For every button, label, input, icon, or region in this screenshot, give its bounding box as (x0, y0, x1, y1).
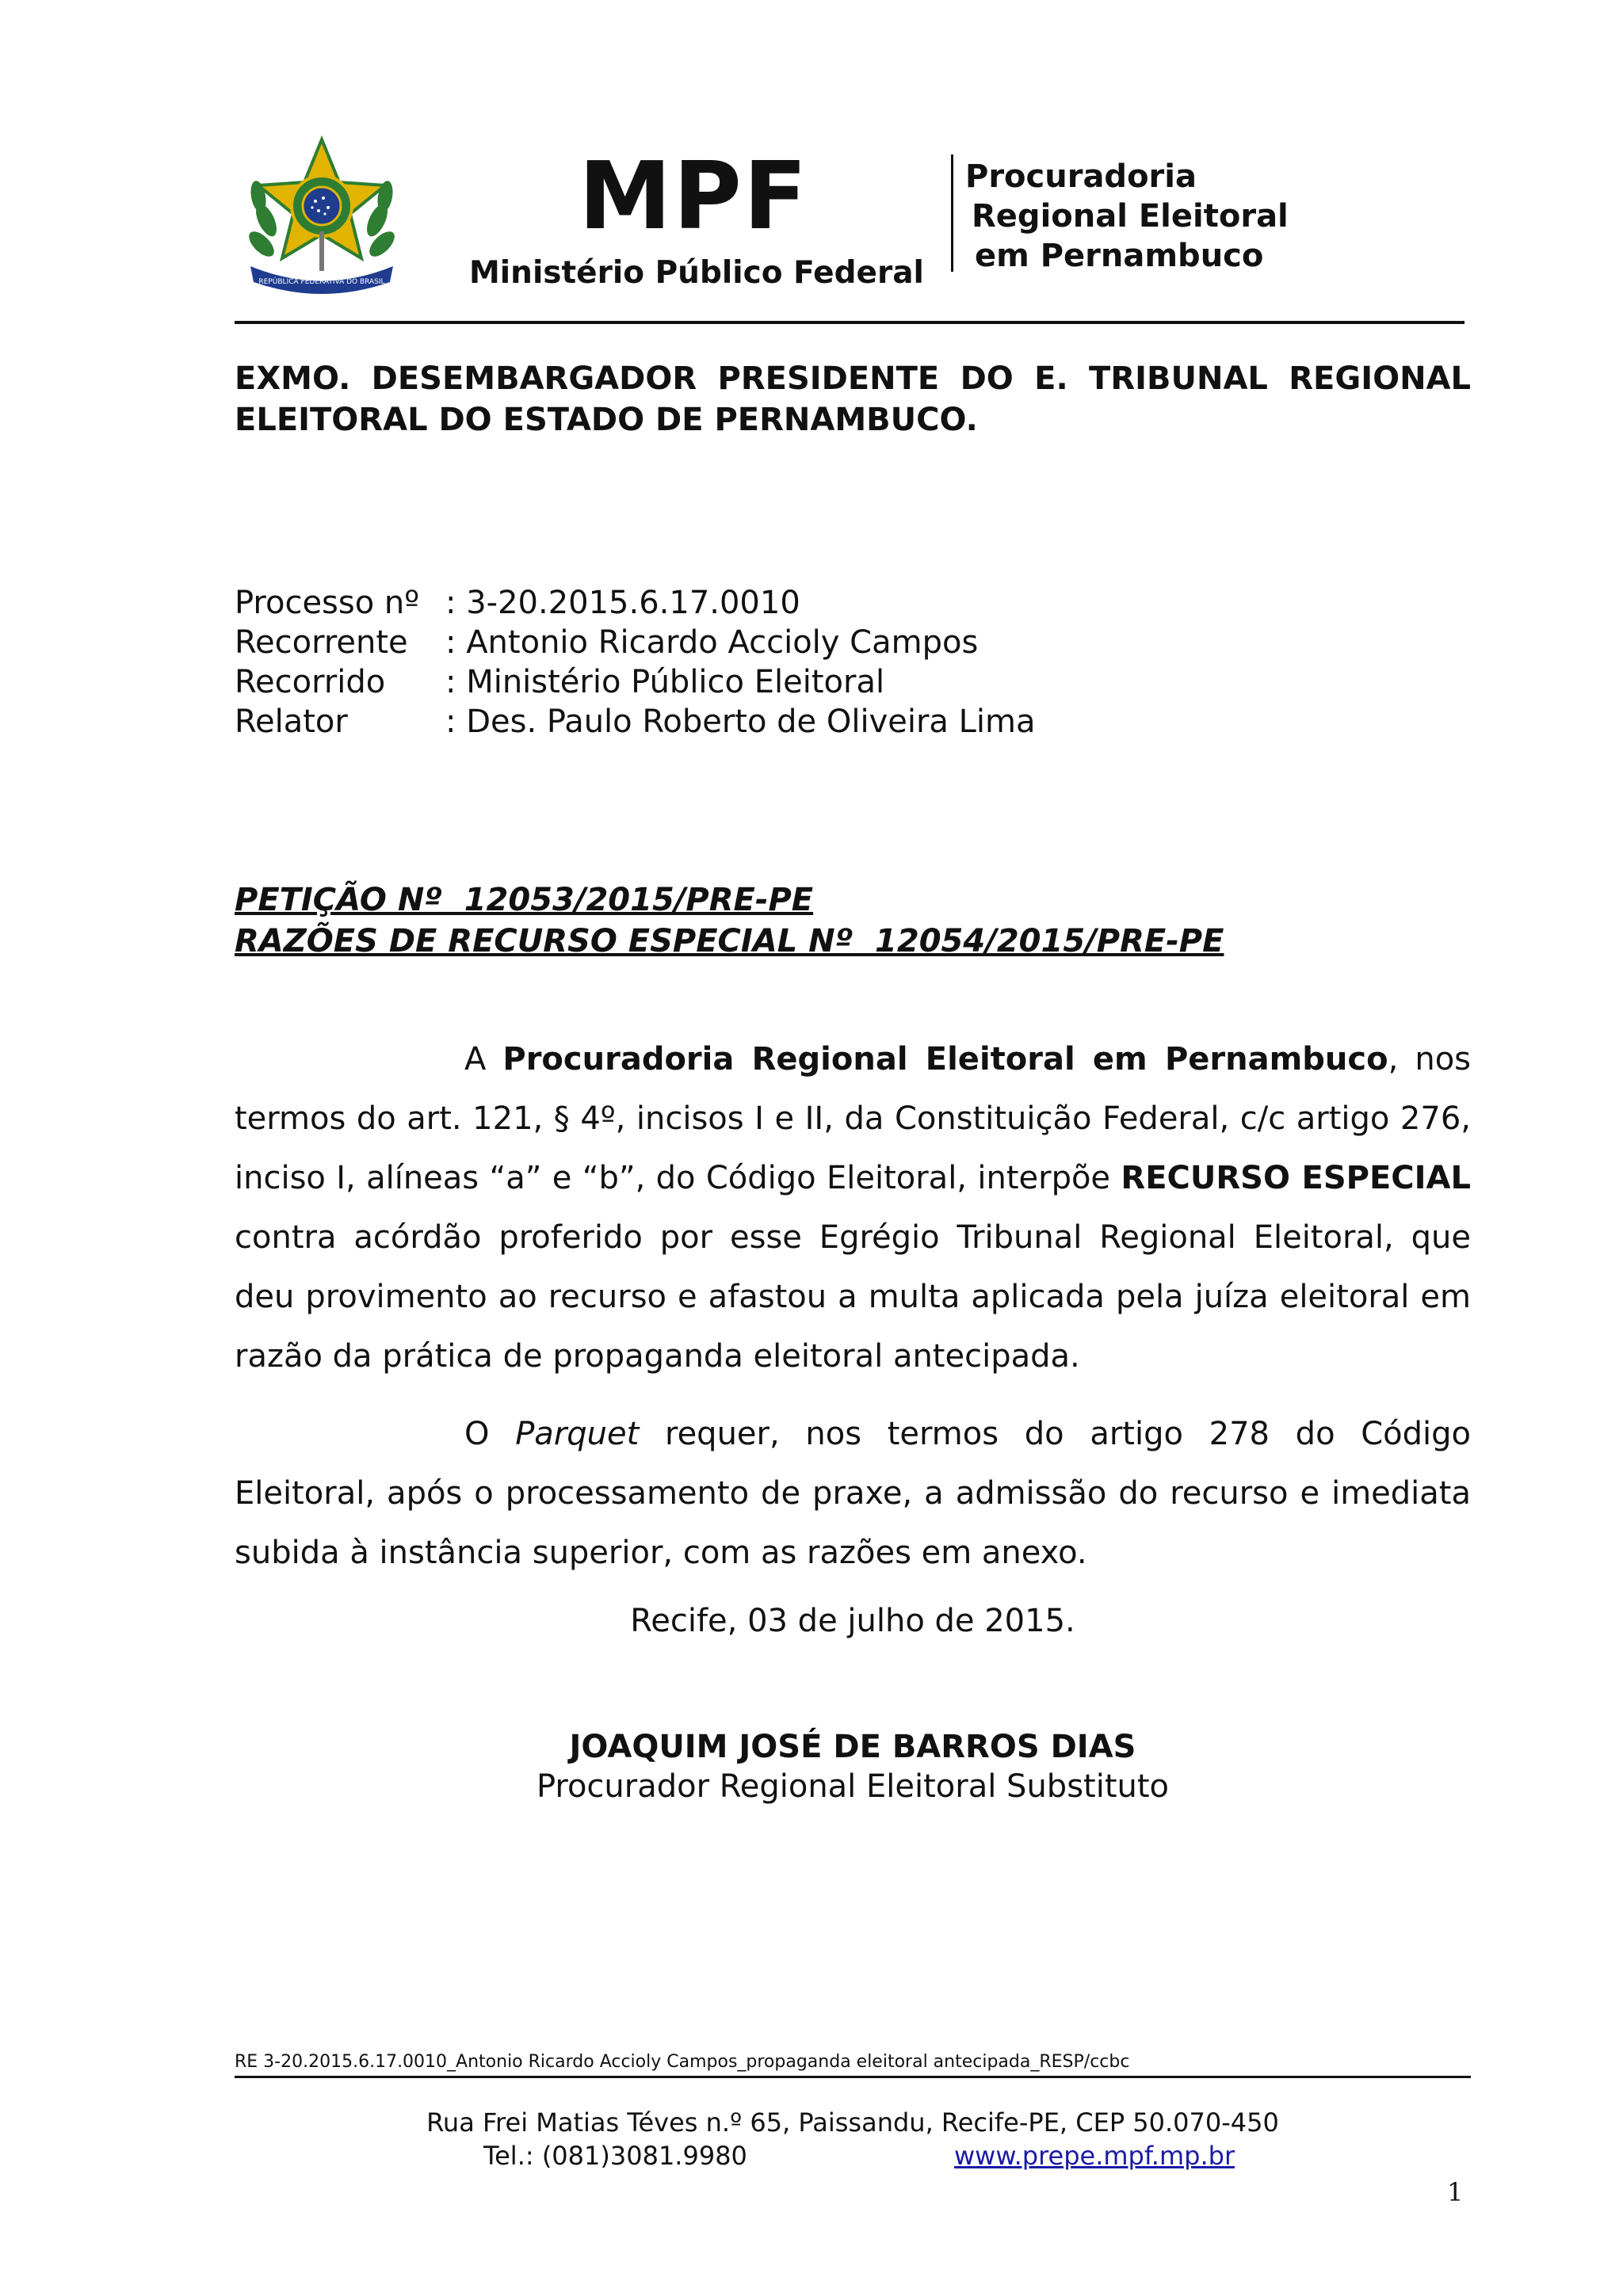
text-run: requer, nos termos do artigo 278 do Código Eleitoral, após o processamento de praxe, a admissão do recurso e imediata subida à instância superior, com as razões em anexo. (235, 1416, 1472, 1571)
date-line: Recife, 03 de julho de 2015. (630, 1603, 1075, 1639)
info-label: Recorrido (235, 664, 386, 700)
header-rule (235, 321, 1465, 324)
info-row (235, 662, 1036, 702)
info-row (235, 583, 1036, 623)
info-label: Recorrente (235, 624, 408, 661)
addressee-word: EXMO. (235, 360, 351, 397)
addressee-word: DESEMBARGADOR (371, 360, 697, 397)
text-run: , nos termos do art. 121, § 4º, incisos I e II, da Constituição Federal, c/c artigo 276, inciso I, alíneas “a” e “b”, do Código Eleitoral, interpõe (235, 1041, 1471, 1196)
mpf-subtitle: Ministério Público Federal (469, 255, 924, 291)
footer-rule (235, 2076, 1471, 2078)
signature-name: JOAQUIM JOSÉ DE BARROS DIAS (569, 1729, 1136, 1765)
mpf-logo: MPF (579, 141, 809, 250)
process-info (235, 583, 1036, 742)
info-value: : Ministério Público Eleitoral (445, 664, 885, 700)
office-line: Procuradoria (965, 158, 1197, 195)
coat-of-arms-seal (235, 133, 409, 299)
info-label: Relator (235, 704, 348, 740)
text-run: O (464, 1416, 516, 1452)
info-row (235, 702, 1036, 742)
petition-line: PETIÇÃO Nº 12053/2015/PRE-PE (235, 882, 814, 918)
addressee-word: PRESIDENTE (717, 360, 940, 397)
footer-address: Rua Frei Matias Téves n.º 65, Paissandu, Recife-PE, CEP 50.070-450 (426, 2107, 1279, 2138)
bold-run: RECURSO ESPECIAL (1121, 1160, 1471, 1196)
info-value: : Antonio Ricardo Accioly Campos (445, 624, 979, 661)
text-run: A (464, 1041, 503, 1077)
info-value: : Des. Paulo Roberto de Oliveira Lima (445, 704, 1036, 740)
bold-run: Procuradoria Regional Eleitoral em Pernambuco (502, 1041, 1388, 1077)
info-value: : 3-20.2015.6.17.0010 (445, 585, 800, 621)
italic-run: Parquet (515, 1416, 640, 1452)
addressee-word: TRIBUNAL (1089, 360, 1268, 397)
addressee (235, 358, 1471, 441)
addressee-word: E. (1034, 360, 1068, 397)
addressee-line-1 (235, 358, 1471, 399)
signature-role: Procurador Regional Eleitoral Substituto (536, 1768, 1170, 1805)
info-label: Processo nº (235, 585, 420, 621)
petition-line: RAZÕES DE RECURSO ESPECIAL Nº 12054/2015/PRE-PE (235, 923, 1224, 959)
office-line: em Pernambuco (975, 238, 1264, 274)
svg-text:REPÚBLICA FEDERATIVA DO BRASIL: REPÚBLICA FEDERATIVA DO BRASIL (258, 278, 385, 286)
info-row (235, 623, 1036, 662)
footer-phone: Tel.: (081)3081.9980 (483, 2141, 747, 2171)
paragraph-1 (235, 1030, 1471, 1386)
office-line: Regional Eleitoral (972, 198, 1289, 235)
header-divider (951, 154, 953, 272)
paragraph-2 (235, 1405, 1471, 1583)
text-run: contra acórdão proferido por esse Egrégio Tribunal Regional Eleitoral, que deu provimento ao recurso e afastou a multa aplicada pela juíza eleitoral em razão da prática de propaganda eleitoral antecipada. (235, 1219, 1471, 1375)
addressee-line-2: ELEITORAL DO ESTADO DE PERNAMBUCO. (235, 402, 978, 438)
addressee-word: REGIONAL (1289, 360, 1471, 397)
document-reference: RE 3-20.2015.6.17.0010_Antonio Ricardo Accioly Campos_propaganda eleitoral antecipada_RESP/ccbc (235, 2052, 1130, 2072)
page-number: 1 (1447, 2177, 1464, 2207)
addressee-word: DO (960, 360, 1014, 397)
website-link[interactable]: www.prepe.mpf.mp.br (954, 2141, 1235, 2171)
petition-title (235, 879, 1224, 962)
office-name (965, 157, 1289, 276)
